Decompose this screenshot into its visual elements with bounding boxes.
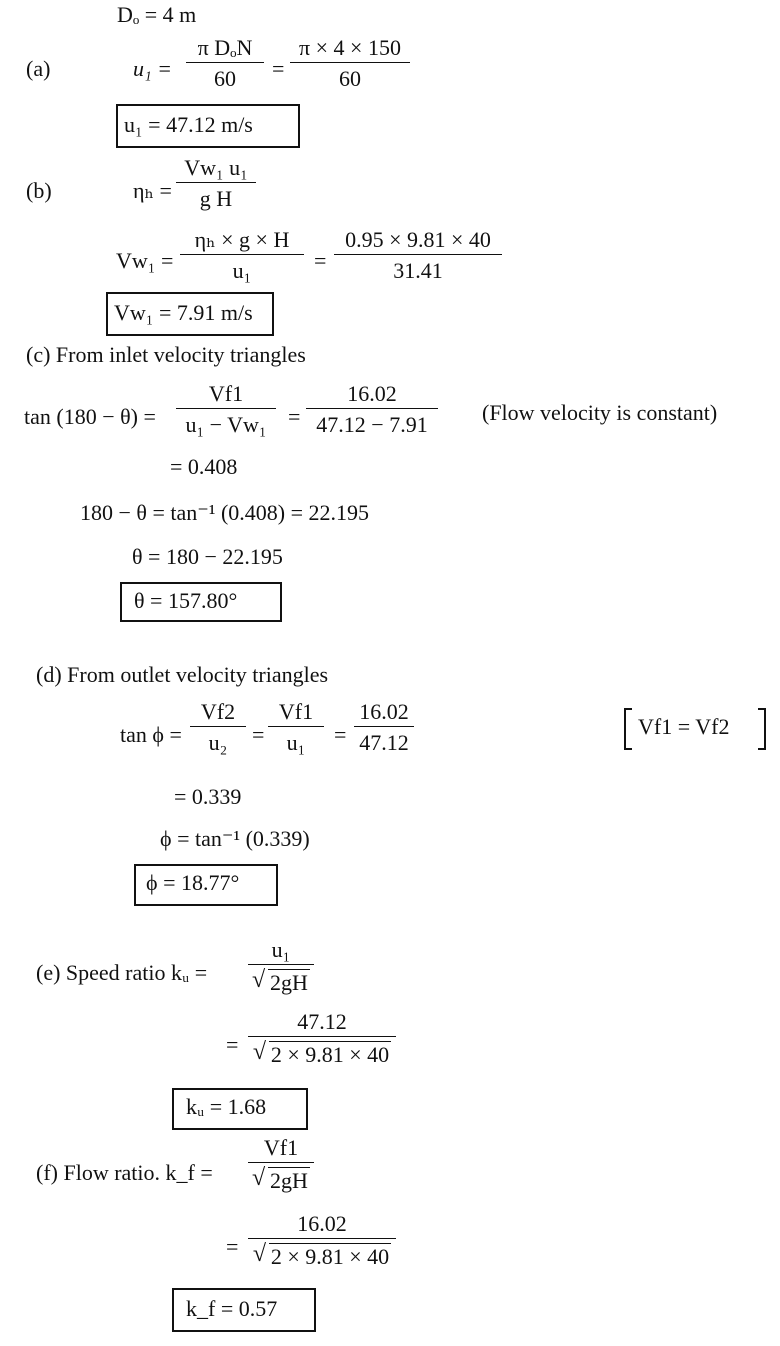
part-c-lhs: tan (180 − θ) =	[24, 404, 156, 429]
part-f-frac2-den	[248, 1239, 396, 1269]
part-a-eq: =	[272, 56, 285, 81]
part-f-frac1-den	[248, 1163, 314, 1193]
part-e-frac2	[248, 1010, 396, 1067]
sqrt-symbol: √ 2gH	[252, 1165, 308, 1194]
part-b2-frac2-den: 31.41	[393, 258, 443, 284]
part-d-frac2-den: u₁	[286, 730, 306, 756]
part-c-frac1-num: Vf1	[176, 382, 276, 409]
part-e-eq: =	[226, 1032, 239, 1057]
part-a-frac1-den: 60	[214, 66, 236, 92]
part-b2-frac2-num: 0.95 × 9.81 × 40	[334, 228, 502, 255]
part-a-frac2-den: 60	[339, 66, 361, 92]
part-b-label: (b)	[26, 178, 52, 203]
part-c-eq: =	[288, 404, 301, 429]
part-b-result: Vw₁ = 7.91 m/s	[114, 300, 253, 325]
part-d-bracket-left	[624, 708, 632, 750]
part-c-heading: (c) From inlet velocity triangles	[26, 342, 306, 367]
part-a-lhs: u₁ =	[133, 56, 172, 81]
part-b2-lhs: Vw₁ =	[116, 248, 174, 273]
part-d-eq1: =	[252, 722, 265, 747]
part-c-value: = 0.408	[170, 454, 238, 479]
part-e-frac2-num: 47.12	[248, 1010, 396, 1037]
part-a-frac1	[186, 36, 264, 91]
part-d-frac2-num: Vf1	[268, 700, 324, 727]
part-a-frac2-num: π × 4 × 150	[290, 36, 410, 63]
part-c-frac1-den: u₁ − Vw₁	[185, 412, 267, 438]
part-b2-eq: =	[314, 248, 327, 273]
part-b2-frac1-den: u₁	[232, 258, 252, 284]
part-d-value: = 0.339	[174, 784, 242, 809]
part-a-result: u₁ = 47.12 m/s	[124, 112, 253, 137]
part-a-frac1-num: π DₒN	[186, 36, 264, 63]
part-f-eq: =	[226, 1234, 239, 1259]
part-d-eq2: =	[334, 722, 347, 747]
part-d-frac2	[268, 700, 324, 755]
part-d-frac1	[190, 700, 246, 755]
part-d-result: ϕ = 18.77°	[146, 870, 240, 895]
part-f-frac1-num: Vf1	[248, 1136, 314, 1163]
part-d-frac3-den: 47.12	[359, 730, 409, 756]
part-a-frac2	[290, 36, 410, 91]
part-b2-frac2	[334, 228, 502, 283]
do-line: Dₒ = 4 m	[117, 2, 197, 27]
part-e-frac1	[248, 938, 314, 995]
part-f-frac2	[248, 1212, 396, 1269]
part-d-bracket-text: Vf1 = Vf2	[638, 714, 730, 739]
part-c-frac2-den: 47.12 − 7.91	[316, 412, 428, 438]
part-d-heading: (d) From outlet velocity triangles	[36, 662, 329, 687]
part-c-line2: 180 − θ = tan⁻¹ (0.408) = 22.195	[80, 500, 369, 525]
part-d-line2: ϕ = tan⁻¹ (0.339)	[160, 826, 310, 851]
sqrt-symbol: √ 2gH	[252, 967, 308, 996]
sqrt-symbol: √ 2 × 9.81 × 40	[252, 1241, 390, 1270]
part-f-result: k_f = 0.57	[186, 1296, 278, 1321]
part-b2-frac1-num: ηₕ × g × H	[180, 228, 304, 255]
part-b-frac	[176, 156, 256, 211]
part-d-frac1-den: u₂	[208, 730, 228, 756]
part-e-frac1-num: u₁	[248, 938, 314, 965]
part-e-lhs: (e) Speed ratio kᵤ =	[36, 960, 208, 985]
part-c-note: (Flow velocity is constant)	[482, 400, 718, 425]
part-e-result: kᵤ = 1.68	[186, 1094, 267, 1119]
part-b-frac-num: Vw₁ u₁	[176, 156, 256, 183]
part-a-label: (a)	[26, 56, 51, 81]
part-d-frac1-num: Vf2	[190, 700, 246, 727]
part-c-frac1	[176, 382, 276, 437]
part-f-frac2-num: 16.02	[248, 1212, 396, 1239]
part-b-lhs: ηₕ =	[133, 178, 172, 203]
part-d-frac3-num: 16.02	[354, 700, 414, 727]
part-d-frac3	[354, 700, 414, 755]
part-e-frac2-den	[248, 1037, 396, 1067]
part-f-lhs: (f) Flow ratio. k_f =	[36, 1160, 213, 1185]
part-c-frac2-num: 16.02	[306, 382, 438, 409]
part-b-frac-den: g H	[199, 186, 233, 212]
part-c-result: θ = 157.80°	[134, 588, 238, 613]
part-b2-frac1	[180, 228, 304, 283]
sqrt-symbol: √ 2 × 9.81 × 40	[252, 1039, 390, 1068]
part-e-frac1-den	[248, 965, 314, 995]
part-d-bracket-right	[758, 708, 766, 750]
part-c-frac2	[306, 382, 438, 437]
part-c-line3: θ = 180 − 22.195	[132, 544, 283, 569]
part-f-frac1	[248, 1136, 314, 1193]
part-d-lhs: tan ϕ =	[120, 722, 182, 747]
